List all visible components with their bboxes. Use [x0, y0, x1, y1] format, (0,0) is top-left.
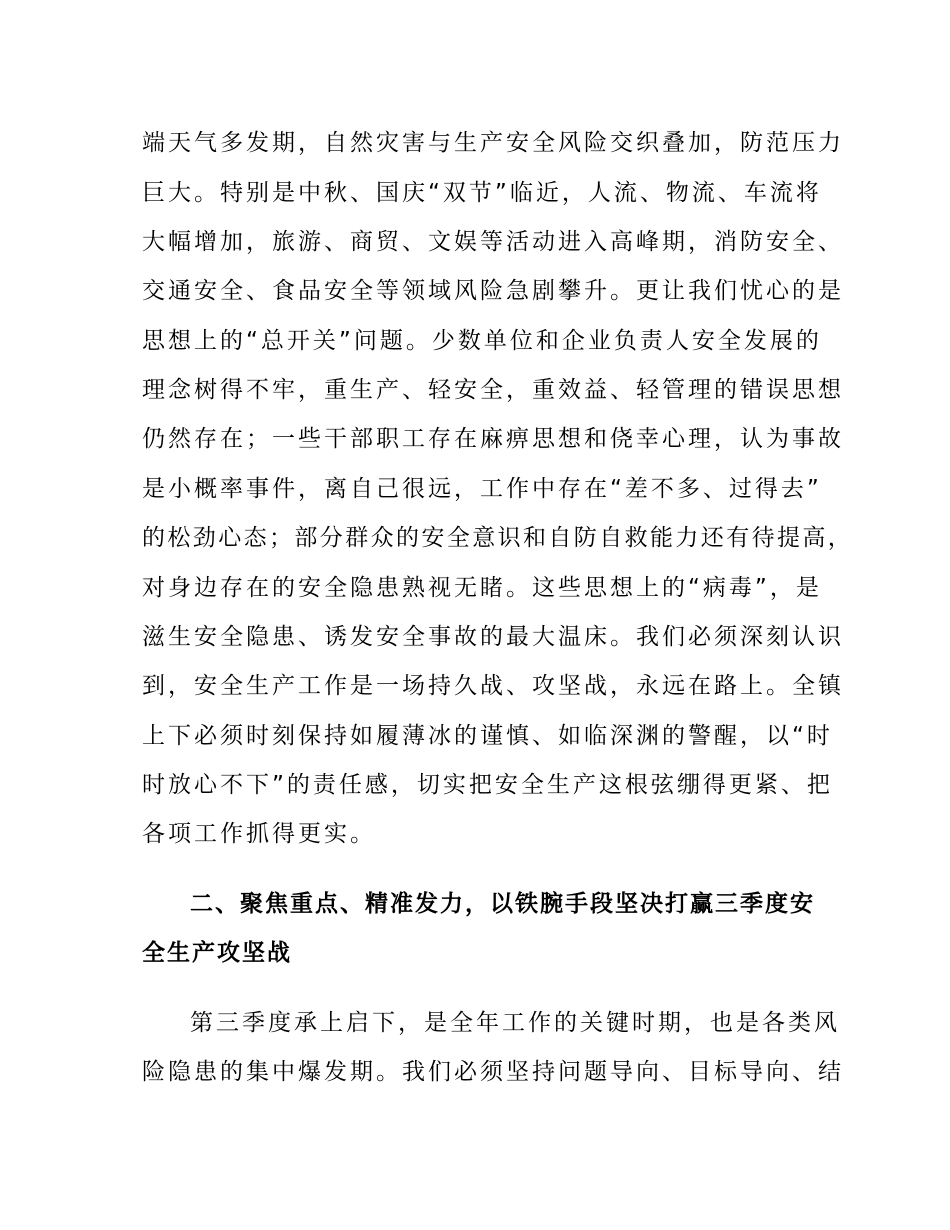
paragraph-2-line-2: 险隐患的集中爆发期。我们必须坚持问题导向、目标导向、结	[142, 1059, 844, 1085]
paragraph-1-line-9: 的松劲心态；部分群众的安全意识和自防自救能力还有待提高，	[142, 525, 854, 551]
paragraph-1-line-10: 对身边存在的安全隐患熟视无睹。这些思想上的“病毒”，是	[142, 575, 822, 601]
section-heading-line-2: 全生产攻坚战	[142, 940, 292, 966]
paragraph-1-line-8: 是小概率事件，离自己很远，工作中存在“差不多、过得去”	[142, 476, 822, 502]
paragraph-1-line-12: 到，安全生产工作是一场持久战、攻坚战，永远在路上。全镇	[142, 673, 844, 699]
paragraph-1-line-7: 仍然存在；一些干部职工存在麻痹思想和侥幸心理，认为事故	[142, 426, 844, 452]
paragraph-2-line-1: 第三季度承上启下，是全年工作的关键时期，也是各类风	[190, 1010, 840, 1036]
paragraph-1-line-15: 各项工作抓得更实。	[142, 821, 376, 847]
section-heading-line-1: 二、聚焦重点、精准发力，以铁腕手段坚决打赢三季度安	[190, 891, 815, 917]
paragraph-1-line-11: 滋生安全隐患、诱发安全事故的最大温床。我们必须深刻认识	[142, 624, 844, 650]
paragraph-1-line-3: 大幅增加，旅游、商贸、文娱等活动进入高峰期，消防安全、	[142, 229, 844, 255]
paragraph-1-line-13: 上下必须时刻保持如履薄冰的谨慎、如临深渊的警醒，以“时	[142, 723, 833, 749]
paragraph-1-line-14: 时放心不下”的责任感，切实把安全生产这根弦绷得更紧、把	[142, 772, 833, 798]
paragraph-1-line-1: 端天气多发期，自然灾害与生产安全风险交织叠加，防范压力	[142, 130, 844, 156]
paragraph-1-line-4: 交通安全、食品安全等领域风险急剧攀升。更让我们忧心的是	[142, 278, 844, 304]
paragraph-1-line-6: 理念树得不牢，重生产、轻安全，重效益、轻管理的错误思想	[142, 377, 844, 403]
paragraph-1-line-5: 思想上的“总开关”问题。少数单位和企业负责人安全发展的	[142, 328, 822, 354]
paragraph-1-line-2: 巨大。特别是中秋、国庆“双节”临近，人流、物流、车流将	[142, 180, 822, 206]
